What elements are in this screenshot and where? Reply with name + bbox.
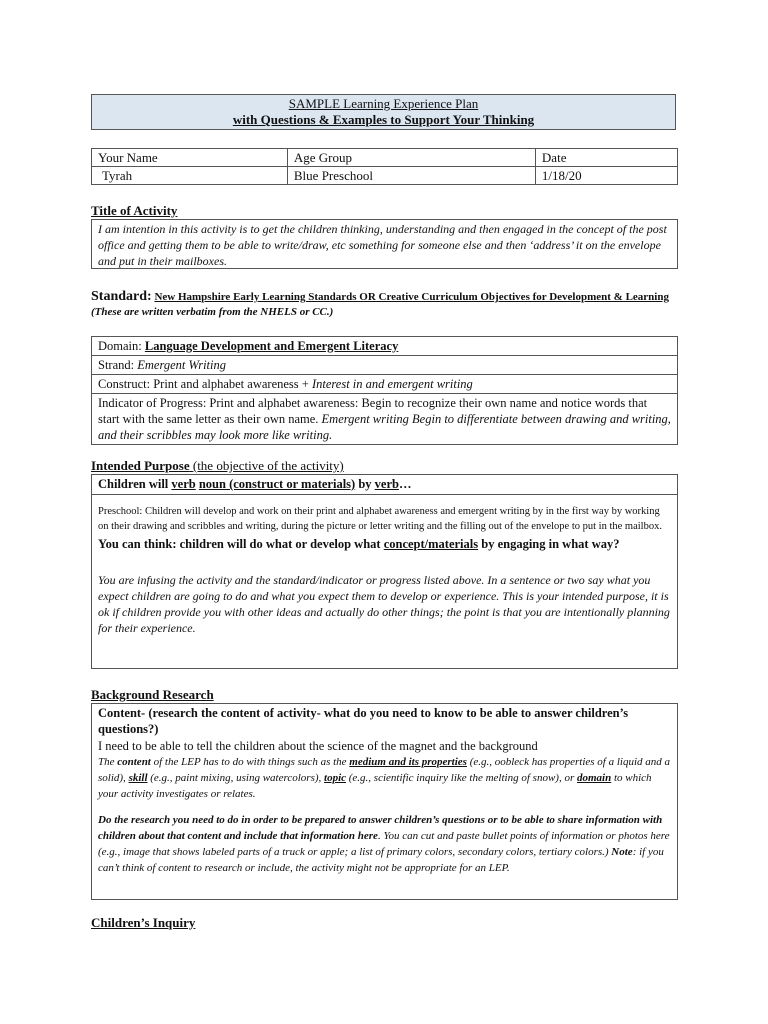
content-p2-rest: . You can cut and paste bullet points of information or photos here (e.g., image that shows labeled parts of a truck or apple; a list of primary colors, secondary colors, tertiary colors.) xyxy=(98,830,670,858)
content-p1-h: topic xyxy=(324,772,347,784)
purpose-heading-text: Intended Purpose xyxy=(91,458,190,473)
inquiry-heading: Children’s Inquiry xyxy=(91,915,196,930)
activity-text: I am intention in this activity is to get the children thinking, understanding and then engaged in the concept of the post office and getting them to be able to write/draw, etc something for someone else and then ‘address’ it on the envelope and put in their mailboxes. xyxy=(98,222,667,268)
header-age-group: Age Group xyxy=(287,149,535,167)
activity-box xyxy=(91,219,678,269)
standard-section xyxy=(91,289,681,320)
purpose-box xyxy=(91,474,678,669)
think-part-c: by engaging in what way? xyxy=(481,537,620,551)
think-part-b: concept/materials xyxy=(383,537,479,551)
domain-table xyxy=(91,336,678,445)
think-part-a: You can think: children will do what or develop what xyxy=(98,537,381,551)
background-heading: Background Research xyxy=(91,687,214,702)
domain-label: Domain: xyxy=(98,339,142,353)
header-your-name: Your Name xyxy=(92,149,288,167)
value-name: Tyrah xyxy=(92,167,288,185)
standard-label: Standard: xyxy=(91,289,152,304)
content-p1-f: skill xyxy=(128,772,148,784)
domain-row xyxy=(92,337,678,356)
background-box xyxy=(91,703,678,900)
content-p2-bold: Do the research you need to do in order to be prepared to answer children’s questions or to be able to share information with children about that content and include that information here xyxy=(98,814,663,842)
prompt-verb-2: verb xyxy=(374,477,399,491)
background-research-paragraph xyxy=(92,802,677,876)
purpose-heading-note: (the objective of the activity) xyxy=(192,458,344,473)
info-header-row xyxy=(92,149,678,167)
purpose-heading xyxy=(91,458,344,474)
domain-value: Language Development and Emergent Literacy xyxy=(144,339,399,353)
content-p2-note: Note xyxy=(611,846,633,858)
content-p1-e: (e.g., oobleck has properties of a liquid and a solid), xyxy=(98,756,671,784)
prompt-children-will: Children will xyxy=(98,477,169,491)
content-p1-a: The xyxy=(98,756,115,768)
purpose-answer: Preschool: Children will develop and work on their print and alphabet awareness and emergent writing by in the first way by working on their drawing and scribbles and writing, during the picture or letter writing and the filling out of the envelope to put in the mailbox. xyxy=(98,506,662,532)
content-p1-k: to which your activity investigates or relates. xyxy=(98,772,652,800)
prompt-noun: noun (construct or materials) xyxy=(198,477,356,491)
info-table xyxy=(91,148,678,185)
background-question: Content- (research the content of activity- what do you need to know to be able to answer children’s questions?) xyxy=(98,706,629,736)
content-p1-b: content xyxy=(117,756,151,768)
construct-row xyxy=(92,375,678,394)
strand-row xyxy=(92,356,678,375)
background-answer: I need to be able to tell the children about the science of the magnet and the background xyxy=(98,739,538,753)
standard-note: (These are written verbatim from the NHELS or CC.) xyxy=(91,306,334,318)
content-p2-end: : if you can’t think of content to research or include, the activity might not be appropriate for an LEP. xyxy=(98,846,664,874)
indicator-label: Indicator of Progress: Print and alphabet awareness: Begin to recognize their own name and notice words that start with the same letter as their own name. xyxy=(98,396,648,426)
construct-label: Construct: Print and alphabet awareness + xyxy=(98,377,309,391)
strand-value: Emergent Writing xyxy=(137,358,226,372)
info-value-row xyxy=(92,167,678,185)
title-line-1: SAMPLE Learning Experience Plan xyxy=(288,96,479,111)
value-date: 1/18/20 xyxy=(535,167,677,185)
title-line-2: with Questions & Examples to Support Your Thinking xyxy=(232,112,535,127)
standard-title: New Hampshire Early Learning Standards OR Creative Curriculum Objectives for Development & Learning xyxy=(154,291,669,303)
content-p1-g: (e.g., paint mixing, using watercolors), xyxy=(150,772,322,784)
purpose-think xyxy=(92,534,677,552)
content-p1-i: (e.g., scientific inquiry like the melting of snow), or xyxy=(348,772,575,784)
prompt-verb: verb xyxy=(171,477,196,491)
content-p1-j: domain xyxy=(576,772,612,784)
prompt-ellipsis: … xyxy=(398,477,412,491)
indicator-row xyxy=(92,394,678,445)
value-age-group: Blue Preschool xyxy=(287,167,535,185)
prompt-by: by xyxy=(358,477,372,491)
purpose-guidance: You are infusing the activity and the standard/indicator or progress listed above. In a sentence or two say what you expect children are going to do and what you expect them to develop or experience. This is your intended purpose, it is ok if children provide you with other ideas and actually do other things; the point is that you are intentionally planning for their experience. xyxy=(98,573,670,635)
indicator-value: Emergent writing Begin to differentiate between drawing and writing, and their scribbles may look more like writing. xyxy=(98,412,671,442)
content-p1-c: of the LEP has to do with things such as the xyxy=(153,756,347,768)
construct-value: Interest in and emergent writing xyxy=(311,377,473,391)
purpose-prompt xyxy=(92,475,677,495)
content-p1-d: medium and its properties xyxy=(349,756,467,768)
header-date: Date xyxy=(535,149,677,167)
activity-heading: Title of Activity xyxy=(91,203,178,218)
document-title-box xyxy=(91,94,676,130)
background-content-paragraph xyxy=(92,754,677,802)
strand-label: Strand: xyxy=(98,358,135,372)
